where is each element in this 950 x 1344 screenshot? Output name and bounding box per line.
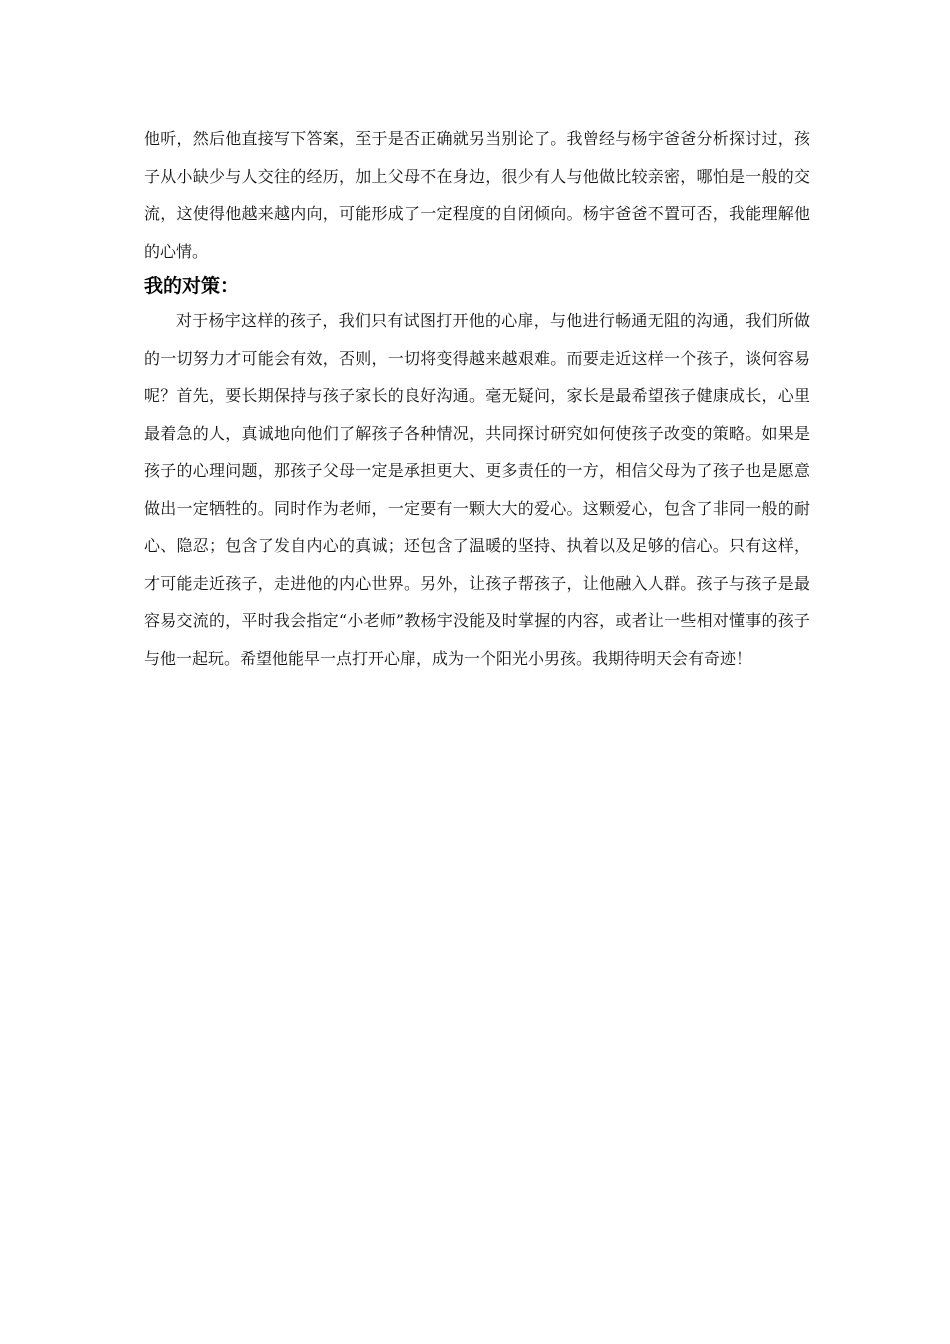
- paragraph-continued: 他听，然后他直接写下答案，至于是否正确就另当别论了。我曾经与杨宇爸爸分析探讨过，孩子从小缺少与人交往的经历，加上父母不在身边，很少有人与他做比较亲密，哪怕是一般的交流，这使得他越来越内向，可能形成了一定程度的自闭倾向。杨宇爸爸不置可否，我能理解他的心情。: [144, 129, 810, 261]
- section-heading: 我的对策：: [144, 275, 240, 297]
- paragraph-strategy: 对于杨宇这样的孩子，我们只有试图打开他的心扉，与他进行畅通无阻的沟通，我们所做的一切努力才可能会有效，否则，一切将变得越来越艰难。而要走近这样一个孩子，谈何容易呢？首先，要长期保持与孩子家长的良好沟通。毫无疑问，家长是最希望孩子健康成长，心里最着急的人，真诚地向他们了解孩子各种情况，共同探讨研究如何使孩子改变的策略。如果是孩子的心理问题，那孩子父母一定是承担更大、更多责任的一方，相信父母为了孩子也是愿意做出一定牺牲的。同时作为老师，一定要有一颗大大的爱心。这颗爱心，包含了非同一般的耐心、隐忍；包含了发自内心的真诚；还包含了温暖的坚持、执着以及足够的信心。只有这样，才可能走近孩子，走进他的内心世界。另外，让孩子帮孩子，让他融入人群。孩子与孩子是最容易交流的，平时我会指定“小老师”教杨宇没能及时掌握的内容，或者让一些相对懂事的孩子与他一起玩。希望他能早一点打开心扉，成为一个阳光小男孩。我期待明天会有奇迹！: [144, 311, 810, 668]
- document-body: [144, 120, 810, 677]
